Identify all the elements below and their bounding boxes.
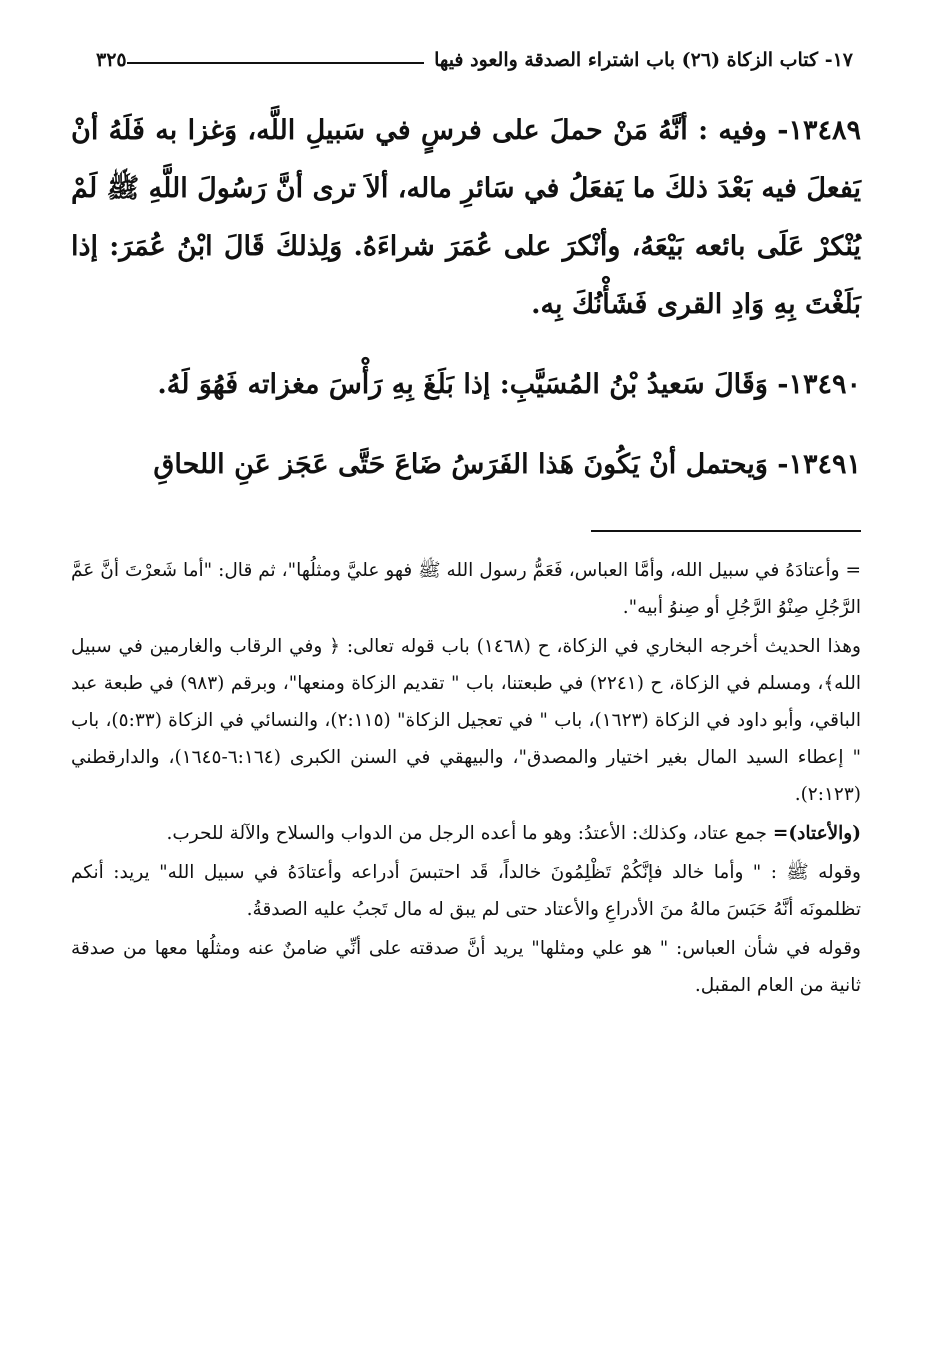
paragraph	[71, 102, 861, 334]
footnote-text: = وأعتادَهُ في سبيل الله، وأمَّا العباس، فَعَمُّ رسول الله ﷺ فهو عليَّ ومثلُها"، ثم قال: "أما شَعرْتَ أنَّ عَمَّ الرَّجُلِ صِنْوُ الرَّجُلِ أو صِنوُ أبيه".	[71, 560, 861, 618]
paragraph	[71, 356, 861, 414]
paragraph-number: ١٣٤٨٩-	[777, 115, 861, 146]
paragraph-text: وَيحتمل أنْ يَكُونَ هَذا الفَرَسُ ضَاعَ حَتَّى عَجَز عَنِ اللحاقِ	[153, 449, 768, 480]
header-rule	[127, 62, 425, 64]
page-number: ٣٢٥	[96, 49, 127, 71]
main-text	[71, 102, 861, 516]
footnote-term: (والأعتاد)=	[772, 823, 861, 844]
footnote-separator	[591, 530, 861, 532]
chapter-title: ١٧- كتاب الزكاة (٢٦) باب اشتراء الصدقة والعود فيها	[434, 49, 853, 71]
footnote	[71, 552, 861, 626]
footnote-text: وقوله ﷺ : " وأما خالد فإنَّكُمْ تَظْلِمُونَ خالداً، قَد احتبسَ أدراعه وأعتادَهُ في سبيل الله" يريد: أنكم تظلمونَه أنَّهُ حَبَسَ مالهُ منَ الأدراعِ والأعتاد حتى لم يبق له مال تَجبُ عليه الصدقةُ.	[71, 862, 861, 920]
paragraph-text: وفيه : أنَّهُ مَنْ حملَ على فرسٍ في سَبيلِ اللَّه، وَغزا به فَلَهُ أنْ يَفعلَ فيه بَعْدَ ذلكَ ما يَفعَلُ في سَائرِ ماله، ألاَ ترى أنَّ رَسُولَ اللَّهِ ﷺ لَمْ يُنْكرْ عَلَى بائعه بَيْعَهُ، وأنْكرَ على عُمَرَ شراءَهُ. وَلِذلكَ قَالَ ابْنُ عُمَرَ: إذا بَلَغْتَ بِهِ وَادِ القرى فَشَأْنُكَ بِه.	[71, 115, 861, 320]
footnote	[71, 854, 861, 928]
footnote-text: وهذا الحديث أخرجه البخاري في الزكاة، ح (١٤٦٨) باب قوله تعالى: ﴿ وفي الرقاب والغارمين في سبيل الله﴾، ومسلم في الزكاة، ح (٢٢٤١) في طبعتنا، باب " تقديم الزكاة ومنعها"، وبرقم (٩٨٣) في طبعة عبد الباقي، وأبو داود في الزكاة (١٦٢٣)، باب " في تعجيل الزكاة" (٢:١١٥)، والنسائي في الزكاة (٥:٣٣)، باب " إعطاء السيد المال بغير اختيار والمصدق"، والبيهقي في السنن الكبرى (٦:١٦٤-١٦٤٥)، والدارقطني (٢:١٢٣).	[71, 636, 861, 805]
footnotes	[71, 552, 861, 1006]
footnote	[71, 628, 861, 813]
paragraph-text: وَقَالَ سَعيدُ بْنُ المُسَيَّبِ: إذا بَلَغَ بِهِ رَأْسَ مغزاته فَهُوَ لَهُ.	[157, 369, 768, 400]
paragraph-number: ١٣٤٩١-	[777, 449, 861, 480]
footnote-text: جمع عتاد، وكذلك: الأعتدُ: وهو ما أعده الرجل من الدواب والسلاح والآلة للحرب.	[166, 823, 773, 844]
paragraph	[71, 436, 861, 494]
footnote	[71, 930, 861, 1004]
running-header	[96, 42, 863, 78]
footnote-text: وقوله في شأن العباس: " هو علي ومثلها" يريد أنَّ صدقته على أنِّي ضامنٌ عنه ومثلُها معها من صدقة ثانية من العام المقبل.	[71, 938, 861, 996]
paragraph-number: ١٣٤٩٠-	[777, 369, 861, 400]
footnote	[71, 815, 861, 852]
